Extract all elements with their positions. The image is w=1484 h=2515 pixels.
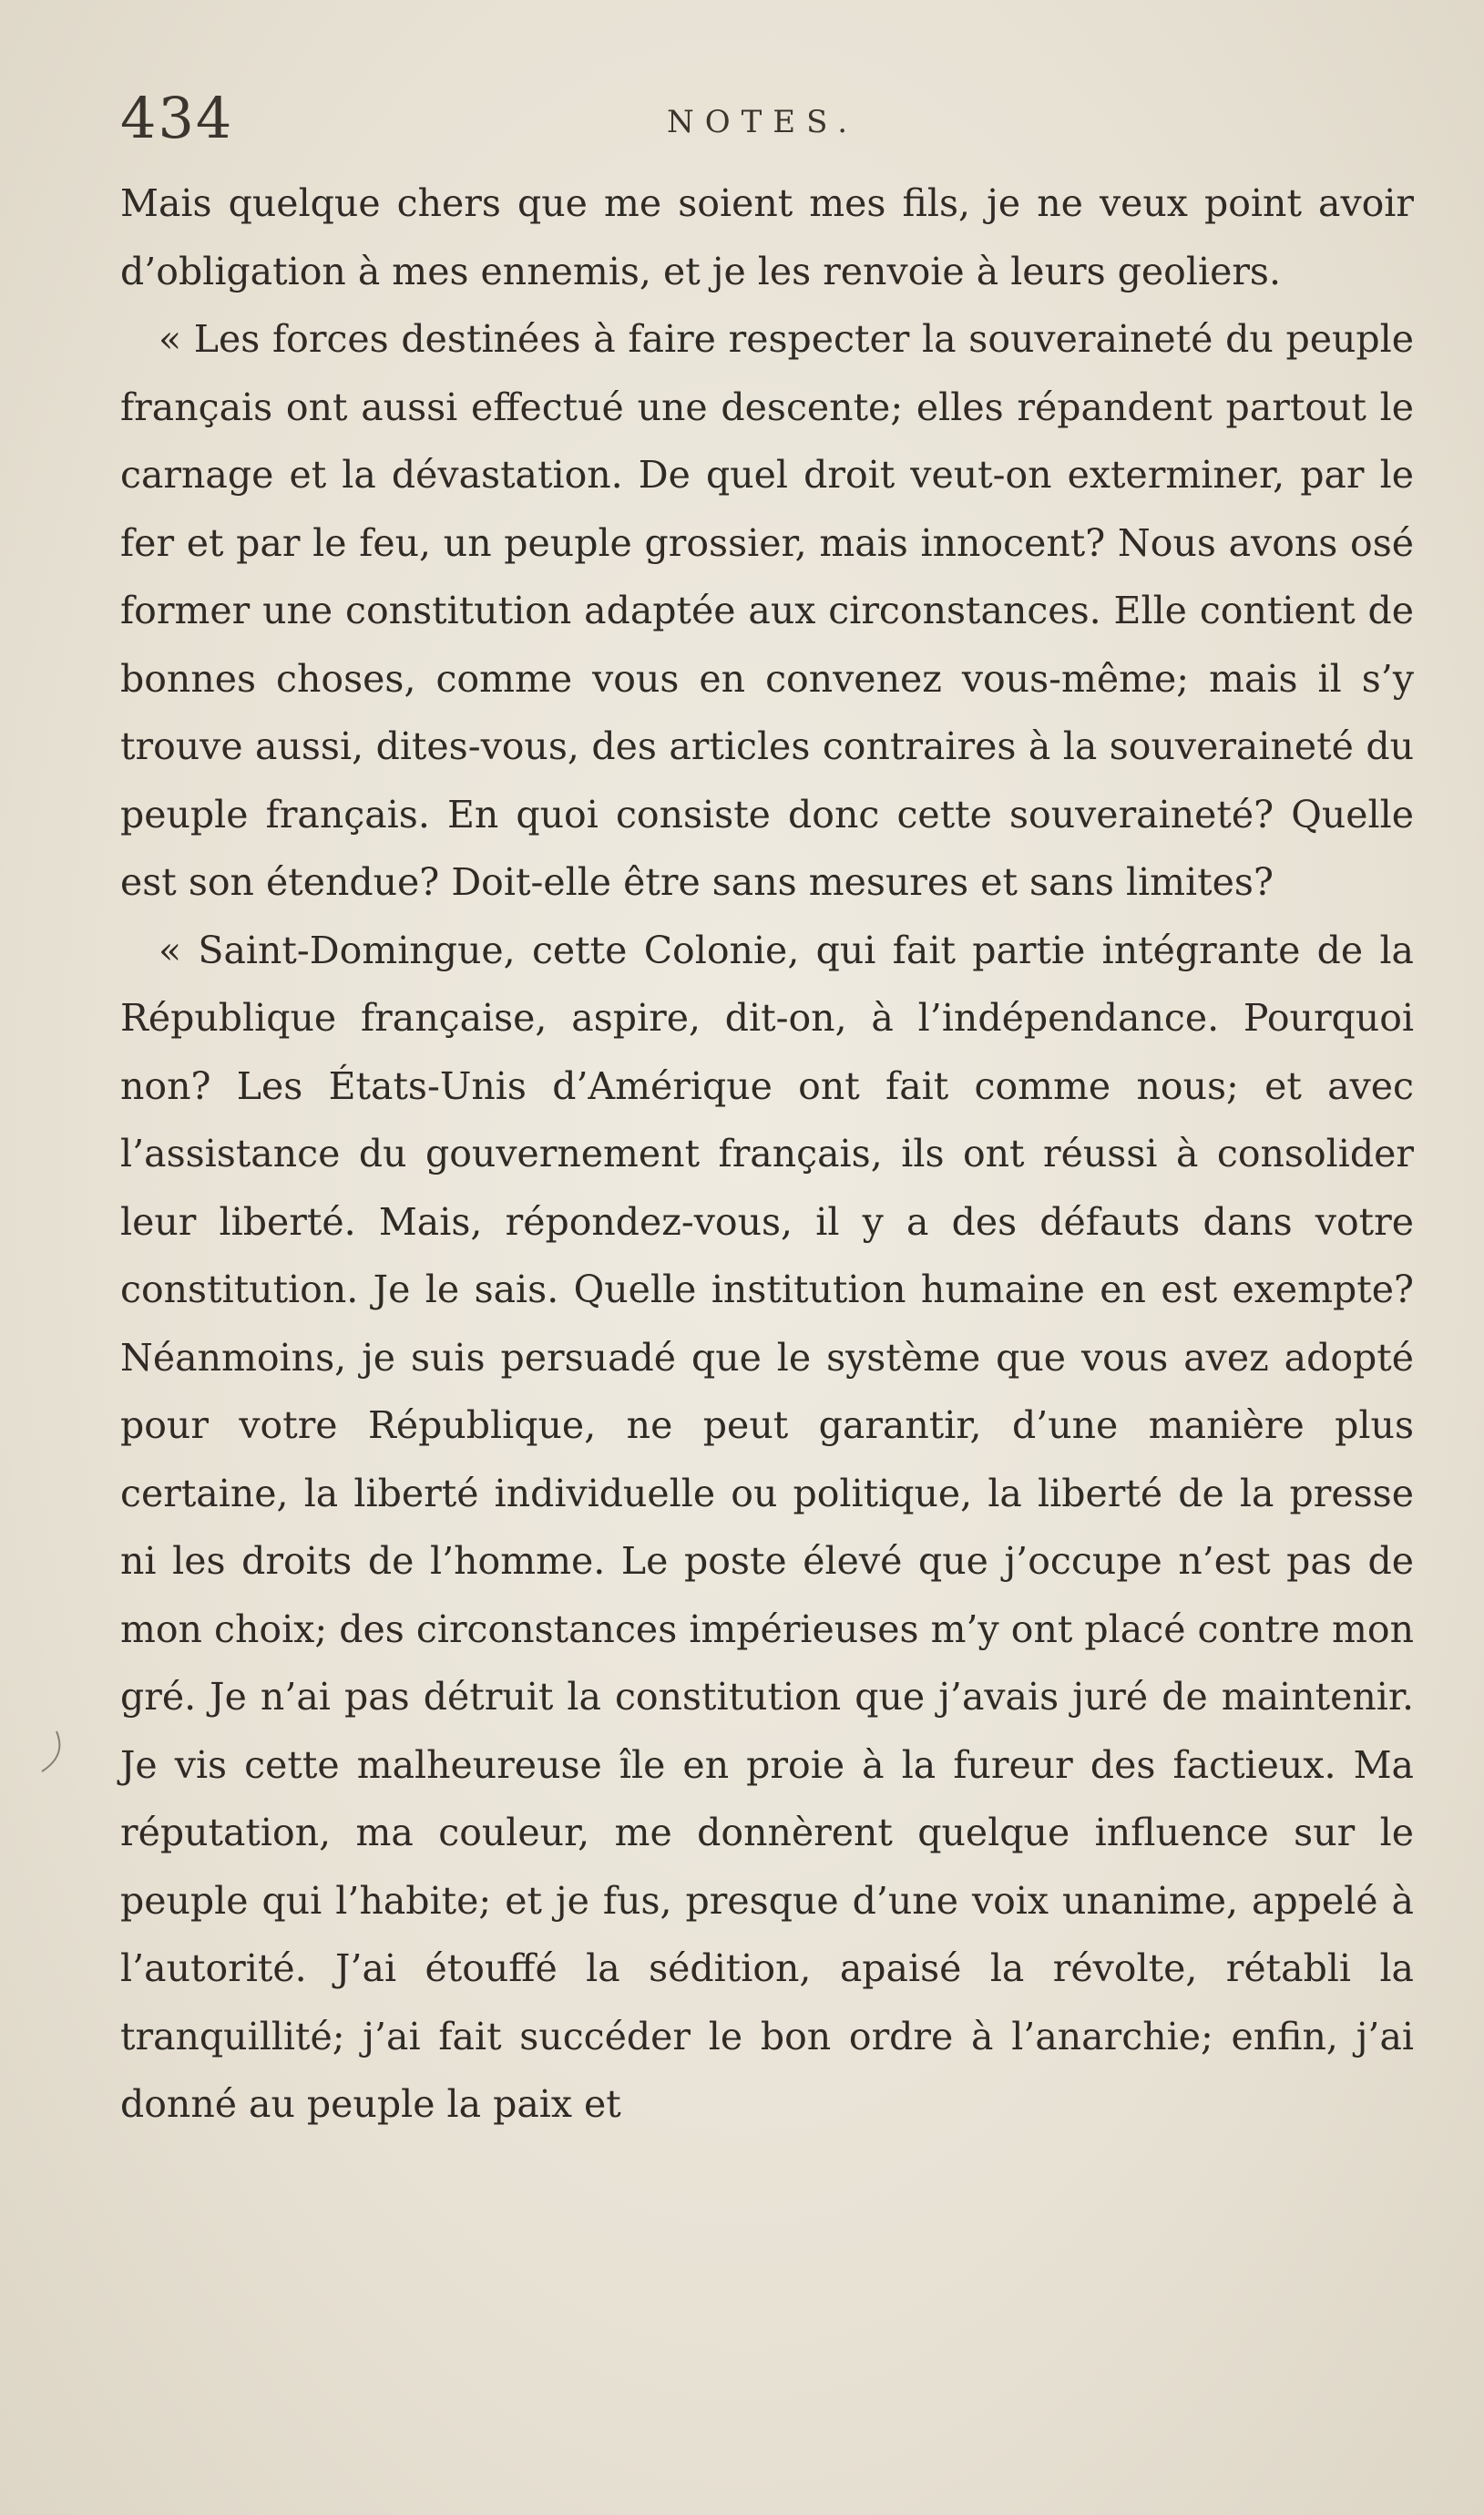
paragraph-1: Mais quelque chers que me soient mes fils, je ne veux point avoir d’obligation à mes ennemis, et je les renvoie à leurs geoliers. xyxy=(120,181,1414,293)
paragraph-3: « Saint-Domingue, cette Colonie, qui fait partie intégrante de la République française, aspire, dit-on, à l’indépendance. Pourquoi non? Les États-Unis d’Amérique ont fait comme nous; et avec l’assistance du gouvernement français, ils ont réussi à consolider leur liberté. Mais, répondez-vous, il y a des défauts dans votre constitution. Je le sais. Quelle institution humaine en est exempte? Néanmoins, je suis persuadé que le système que vous avez adopté pour votre République, ne peut garantir, d’une manière plus certaine, la liberté individuelle ou politique, la liberté de la presse ni les droits de l’homme. Le poste élevé que j’occupe n’est pas de mon choix; des circonstances impérieuses m’y ont placé contre mon gré. Je n’ai pas détruit la constitution que j’avais juré de maintenir. Je vis cette malheureuse île en proie à la fureur des factieux. Ma réputation, ma couleur, me donnèrent quelque influence sur le peuple qui l’habite; et je fus, presque d’une voix unanime, appelé à l’autorité. J’ai étouffé la sédition, apaisé la révolte, rétabli la tranquillité; j’ai fait succéder le bon ordre à l’anarchie; enfin, j’ai donné au peuple la paix et xyxy=(120,928,1414,2126)
margin-pencil-mark xyxy=(35,1724,71,1779)
pencil-stroke-icon xyxy=(35,1724,71,1779)
page-number: 434 xyxy=(120,85,234,151)
paragraph-2: « Les forces destinées à faire respecter la souveraineté du peuple français ont aussi effectué une descente; elles répandent partout le carnage et la dévastation. De quel droit veut-on exterminer, par le fer et par le feu, un peuple grossier, mais innocent? Nous avons osé former une constitution adaptée aux circonstances. Elle contient de bonnes choses, comme vous en convenez vous-même; mais il s’y trouve aussi, dites-vous, des articles contraires à la souveraineté du peuple français. En quoi consiste donc cette souveraineté? Quelle est son étendue? Doit-elle être sans mesures et sans limites? xyxy=(120,317,1414,904)
body-text xyxy=(120,169,1414,2375)
page-header xyxy=(120,82,1414,155)
running-head: NOTES. xyxy=(667,104,859,140)
